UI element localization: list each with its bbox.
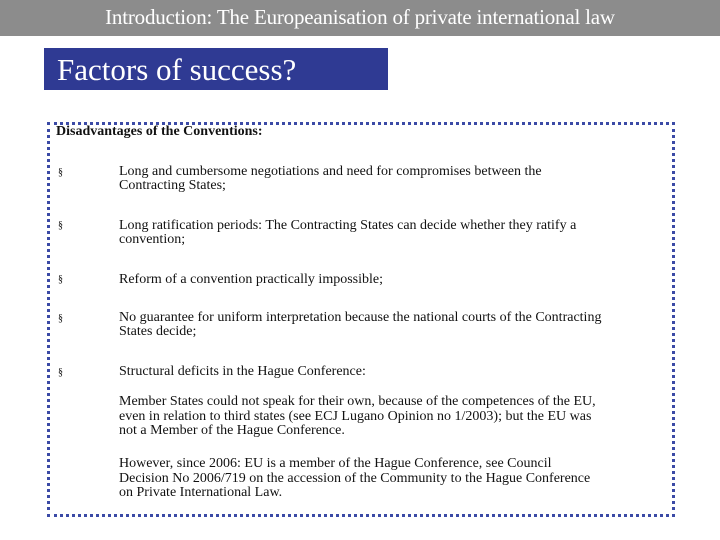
bullet-item [119,219,679,247]
bullet-marker-icon: § [58,313,63,324]
paragraph-line: on Private International Law. [119,485,283,500]
bullet-marker-icon: § [58,220,63,231]
explanatory-paragraph [119,395,679,439]
paragraph-line: However, since 2006: EU is a member of the Hague Conference, see Council [119,456,552,471]
explanatory-paragraph [119,457,679,501]
bullet-item [119,273,679,287]
bullet-marker-icon: § [58,274,63,285]
bullet-item [119,311,679,339]
bullet-line: Structural deficits in the Hague Conference: [119,364,366,379]
section-subheading: Disadvantages of the Conventions: [56,124,263,139]
slide-heading: Factors of success? [57,52,297,87]
bullet-item [119,165,679,193]
bullet-line: Long ratification periods: The Contracting States can decide whether they ratify a [119,218,577,233]
bullet-line: convention; [119,232,186,247]
bullet-line: Contracting States; [119,178,226,193]
bullet-marker-icon: § [58,367,63,378]
bullet-item [119,365,679,379]
paragraph-line: Decision No 2006/719 on the accession of the Community to the Hague Conference [119,470,591,486]
bullet-line: Reform of a convention practically impossible; [119,272,383,287]
bullet-line: No guarantee for uniform interpretation because the national courts of the Contracting [119,310,602,325]
paragraph-line: Member States could not speak for their own, because of the competences of the EU, [119,394,596,409]
paragraph-line: even in relation to third states (see ECJ Lugano Opinion no 1/2003); but the EU was [119,408,592,424]
presentation-title: Introduction: The Europeanisation of private international law [105,5,615,29]
paragraph-line: not a Member of the Hague Conference. [119,423,345,438]
bullet-marker-icon: § [58,167,63,178]
bullet-line: States decide; [119,324,197,339]
bullet-line: Long and cumbersome negotiations and need for compromises between the [119,164,542,179]
